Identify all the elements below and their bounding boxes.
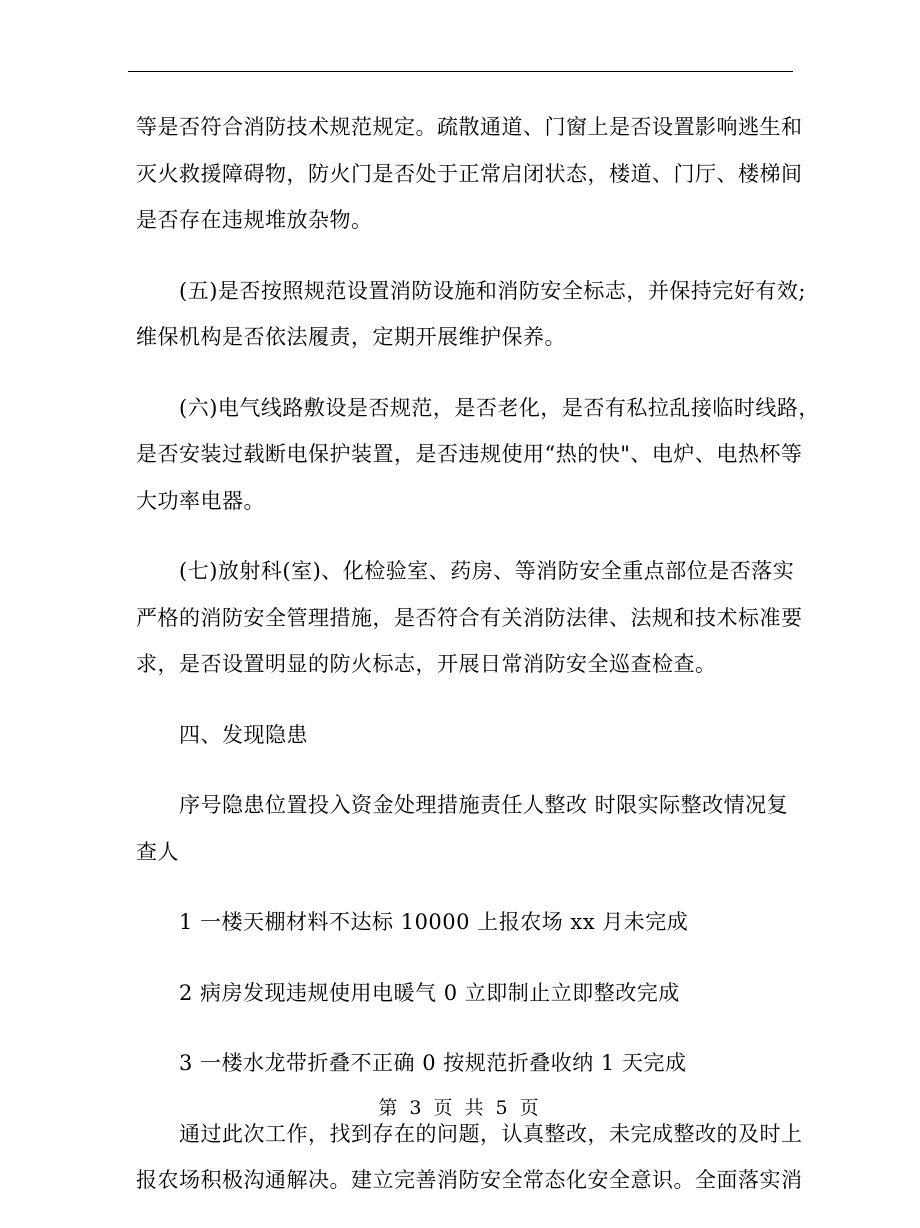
text-line: 大功率电器。 (136, 488, 265, 513)
table-header-text (136, 782, 796, 875)
text-line: (六)电气线路敷设是否规范，是否老化，是否有私拉乱接临时线路， (179, 395, 820, 420)
text-line: 3 一楼水龙带折叠不正确 0 按规范折叠收纳 1 天完成 (179, 1051, 687, 1075)
text-line: (七)放射科(室)、化检验室、药房、等消防安全重点部位是否落实 (179, 559, 795, 583)
paragraph-continuation (136, 104, 803, 244)
text-line: 查人 (136, 839, 179, 864)
text-line: 是否安装过载断电保护装置，是否违规使用“热的快"、电炉、电热杯等 (136, 442, 803, 466)
text-line: 2 病房发现违规使用电暖气 0 立即制止立即整改完成 (179, 980, 680, 1005)
section-heading-findings (136, 712, 796, 759)
document-body (136, 104, 820, 1228)
paragraph-item-7 (136, 548, 803, 688)
text-line: 维保机构是否依法履责，定期开展维护保养。 (136, 325, 566, 349)
page-number-footer: 第 3 页 共 5 页 (378, 1097, 542, 1119)
table-row (136, 970, 796, 1017)
header-rule (128, 71, 793, 72)
text-line: 等是否符合消防技术规范规定。疏散通道、门窗上是否设置影响逃生和 (136, 115, 803, 139)
text-line: 是否存在违规堆放杂物。 (136, 208, 373, 232)
heading-text: 四、发现隐患 (179, 722, 308, 747)
table-row (136, 1040, 796, 1087)
text-line: (五)是否按照规范设置消防设施和消防安全标志，并保持完好有效; (179, 278, 806, 303)
paragraph-item-5 (136, 268, 806, 361)
text-line: 报农场积极沟通解决。建立完善消防安全常态化安全意识。全面落实消 (136, 1168, 803, 1192)
text-line: 通过此次工作，找到存在的问题，认真整改，未完成整改的及时上 (179, 1121, 803, 1146)
text-line: 1 一楼天棚材料不达标 10000 上报农场 xx 月未完成 (179, 910, 689, 934)
text-line: 求，是否设置明显的防火标志，开展日常消防安全巡查检查。 (136, 652, 717, 676)
text-line: 灭火救援障碍物，防火门是否处于正常启闭状态，楼道、门厅、楼梯间 (136, 161, 803, 186)
table-row (136, 899, 796, 946)
text-line: 序号隐患位置投入资金处理措施责任人整改 时限实际整改情况复 (179, 793, 789, 817)
text-line: 严格的消防安全管理措施，是否符合有关消防法律、法规和技术标准要 (136, 605, 803, 630)
paragraph-item-6 (136, 385, 820, 525)
paragraph-conclusion (136, 1111, 803, 1204)
